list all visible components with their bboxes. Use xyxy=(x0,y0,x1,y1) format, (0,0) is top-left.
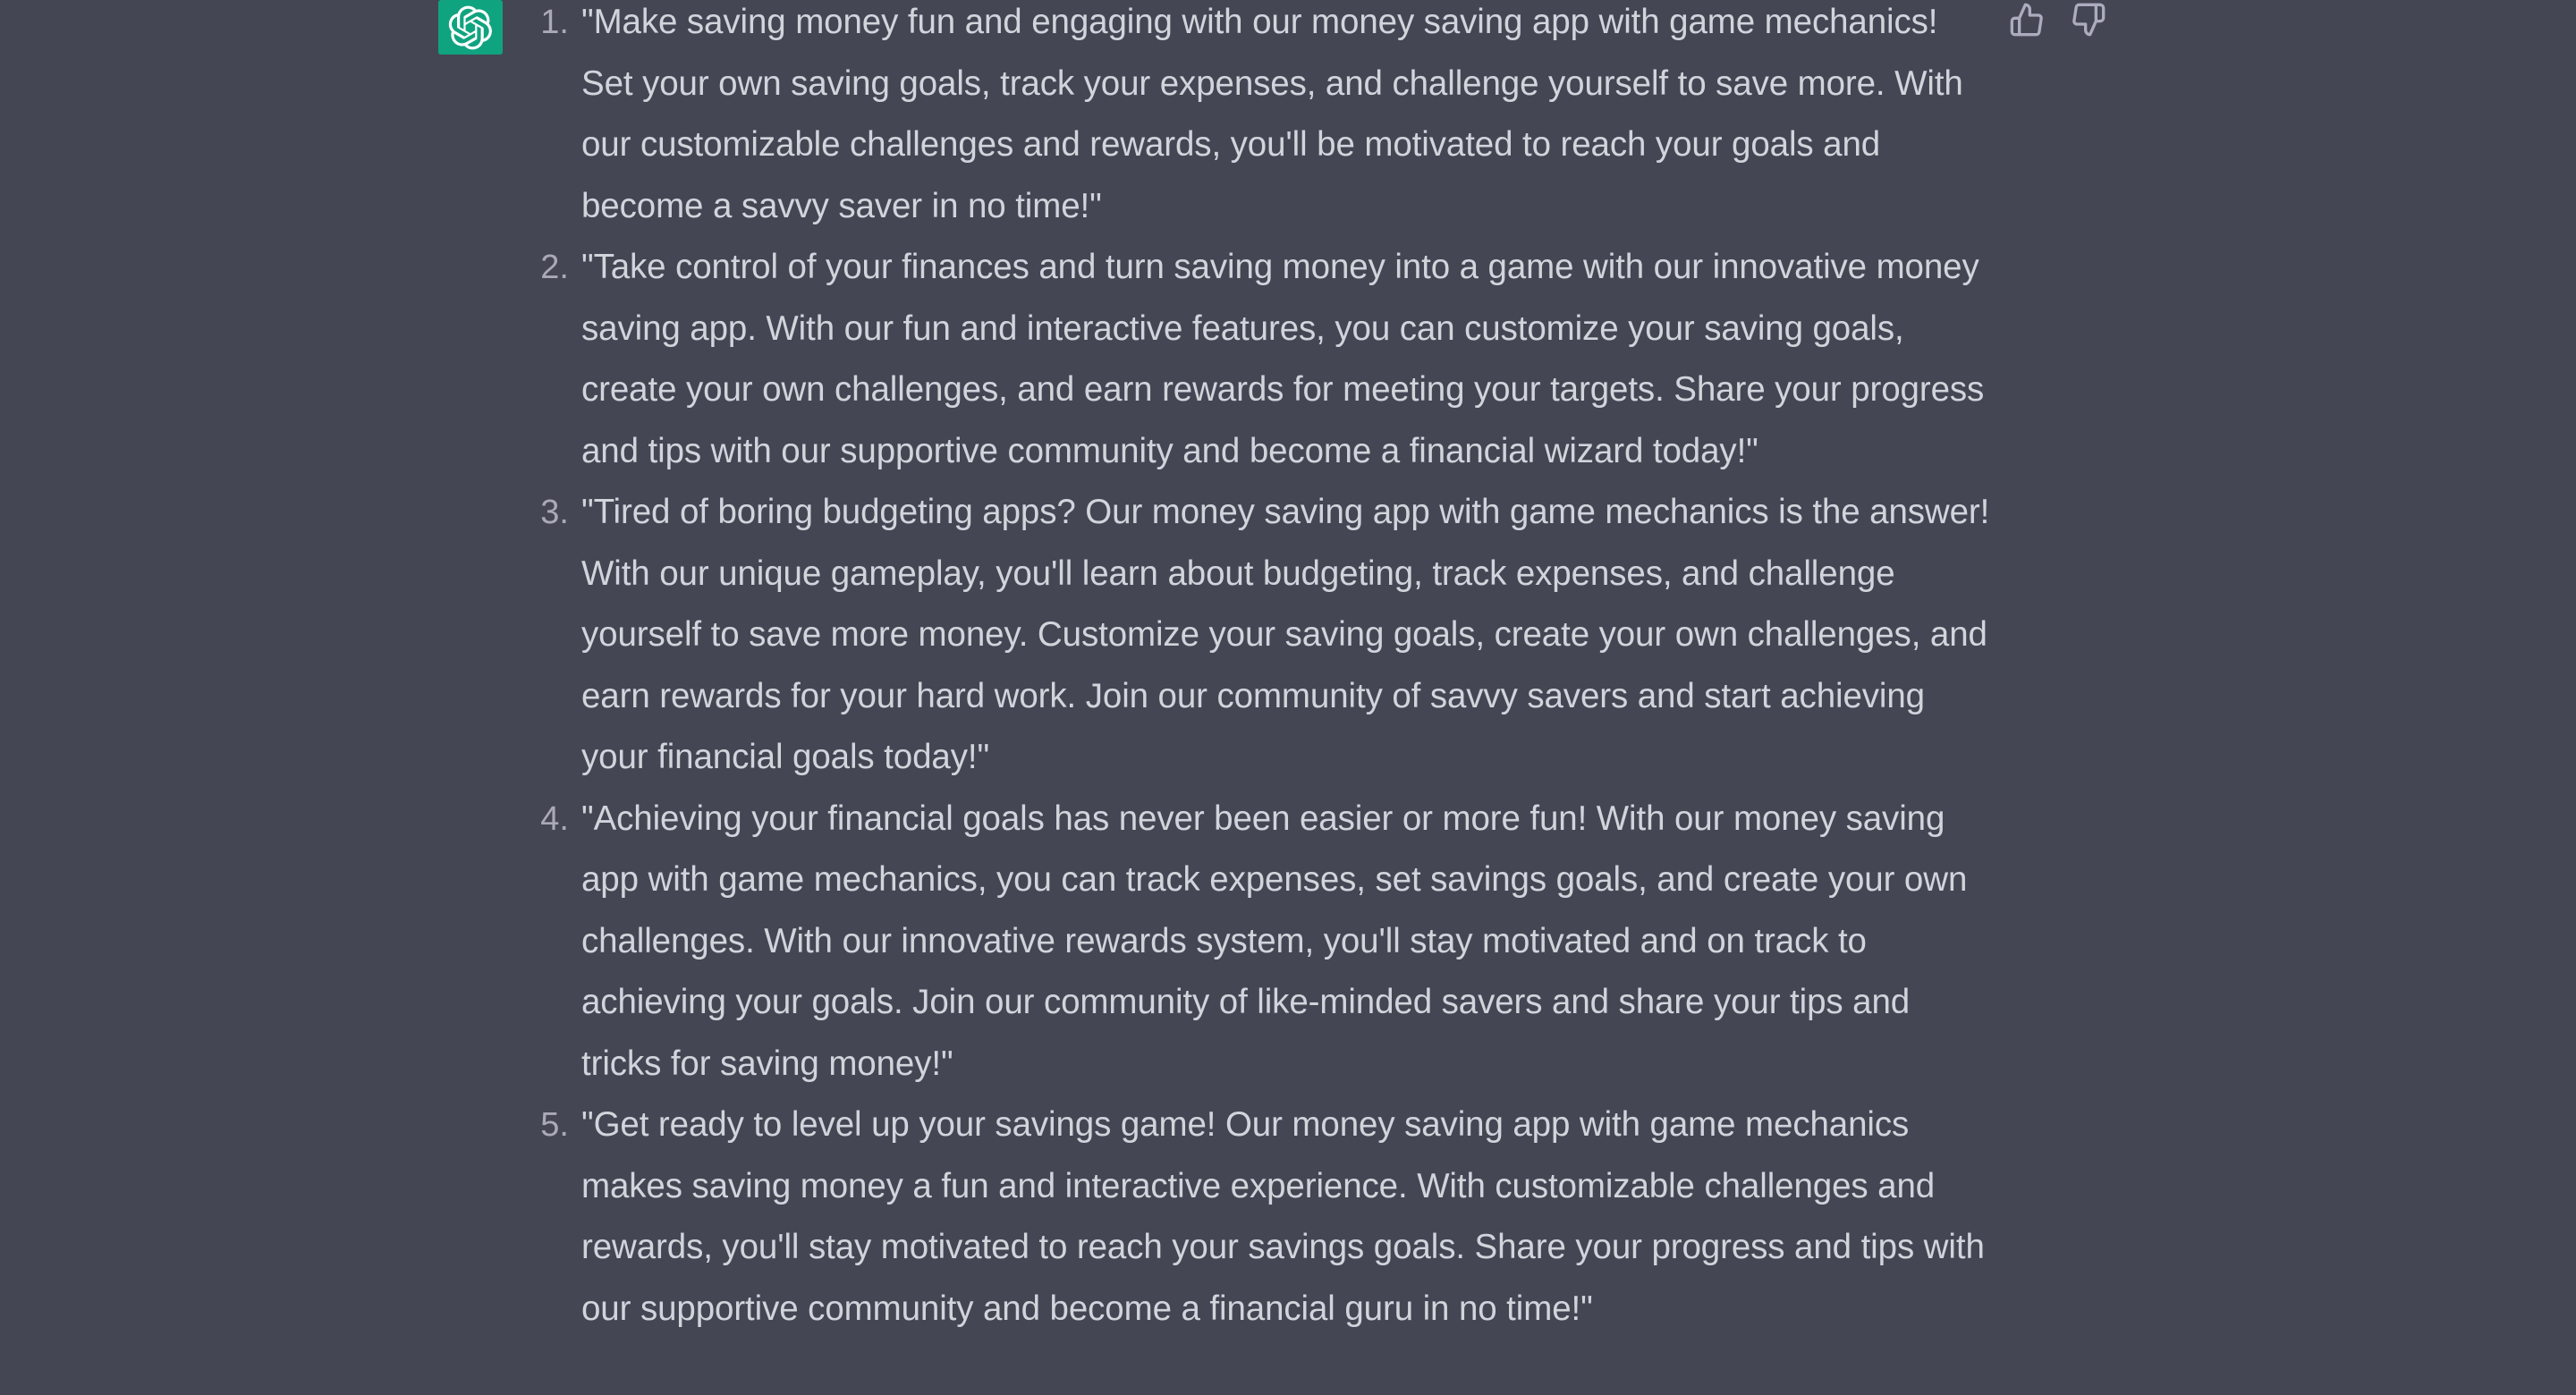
list-item-number: 5. xyxy=(540,1106,569,1144)
list-item-text: "Tired of boring budgeting apps? Our money saving app with game mechanics is the answer! With our unique gameplay, you'll learn about budgeting, track expenses, and challenge yourself to save more money. Customize your saving goals, create your own challenges, and earn rewards for your hard work. Join our community of savvy savers and start achieving your financial goals today!" xyxy=(581,493,1990,776)
list-item xyxy=(540,0,1995,237)
thumbs-down-icon xyxy=(2071,2,2106,38)
list-item-number: 2. xyxy=(540,249,569,286)
list-item-text: "Make saving money fun and engaging with our money saving app with game mechanics! Set your own saving goals, track your expenses, and challenge yourself to save more. With our customizable challenges and rewards, you'll be motivated to reach your goals and become a savvy saver in no time!" xyxy=(581,3,1963,225)
assistant-message xyxy=(540,0,1995,1340)
list-item xyxy=(540,1095,1995,1340)
list-item-number: 4. xyxy=(540,799,569,838)
openai-logo-icon xyxy=(448,5,493,50)
list-item xyxy=(540,237,1995,482)
thumbs-up-icon xyxy=(2009,2,2045,38)
list-item xyxy=(540,482,1995,789)
list-item-number: 3. xyxy=(540,494,569,531)
thumbs-down-button[interactable] xyxy=(2067,0,2110,39)
list-item-number: 1. xyxy=(540,4,569,41)
thumbs-up-button[interactable] xyxy=(2005,0,2048,39)
list-item-text: "Take control of your finances and turn saving money into a game with our innovative money saving app. With our fun and interactive features, you can customize your saving goals, create your own challenges, and earn rewards for meeting your targets. Share your progress and tips with our supportive community and become a financial wizard today!" xyxy=(581,248,1985,470)
list-item-text: "Achieving your financial goals has never been easier or more fun! With our money saving app with game mechanics, you can track expenses, set savings goals, and create your own challenges. With our innovative rewards system, you'll stay motivated and on track to achieving your goals. Join our community of like-minded savers and share your tips and tricks for saving money!" xyxy=(581,799,1968,1083)
list-item xyxy=(540,789,1995,1095)
list-item-text: "Get ready to level up your savings game! Our money saving app with game mechanics makes saving money a fun and interactive experience. With customizable challenges and rewards, you'll stay motivated to reach your savings goals. Share your progress and tips with our supportive community and become a financial guru in no time!" xyxy=(581,1105,1985,1328)
assistant-avatar xyxy=(438,0,503,55)
